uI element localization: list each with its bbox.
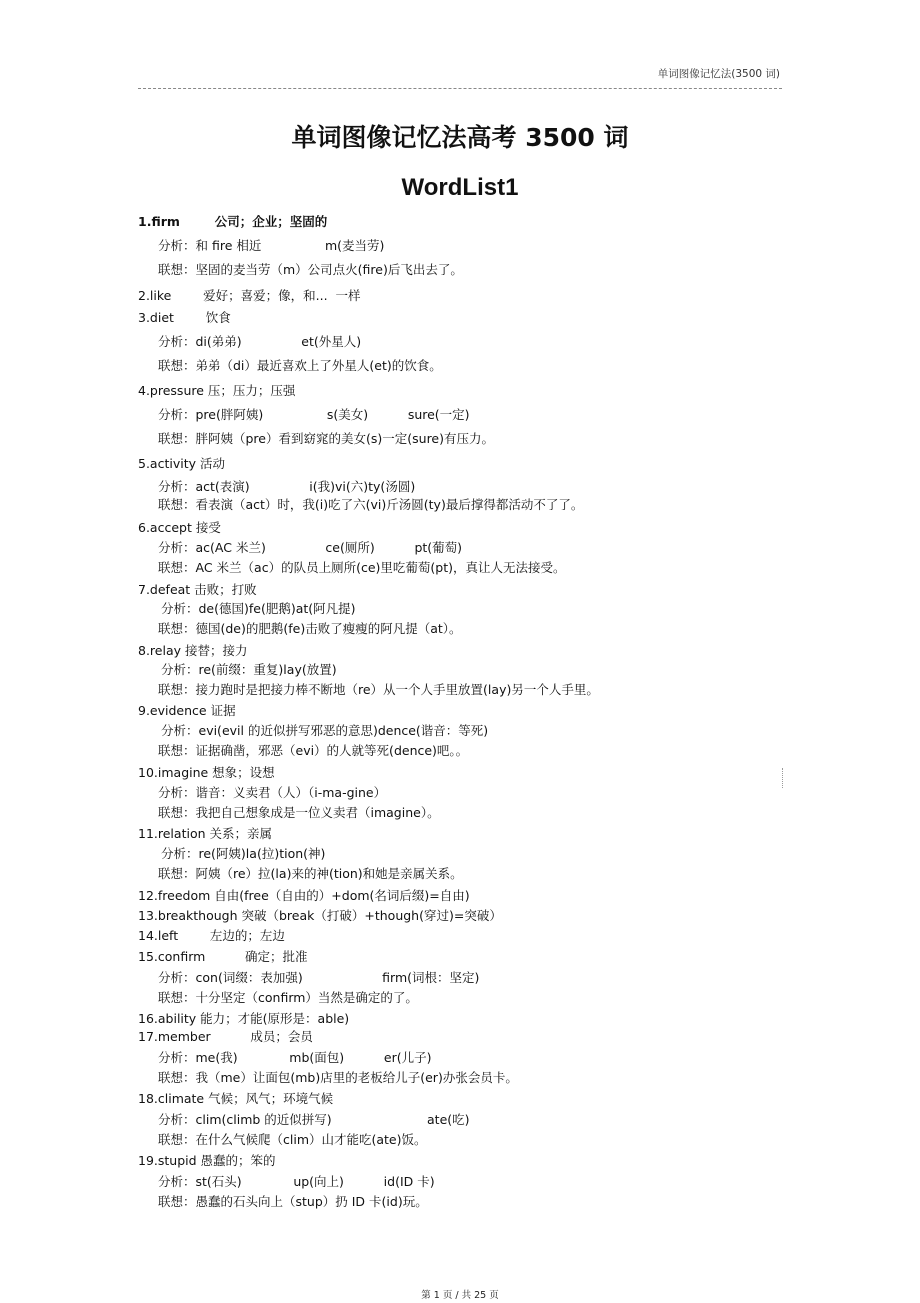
analysis-line: 分析：act(表演) i(我)vi(六)ty(汤圆): [158, 479, 416, 494]
association-line: 联想：弟弟（di）最近喜欢上了外星人(et)的饮食。: [158, 358, 442, 373]
entry-line: 10.imagine 想象；设想: [138, 765, 275, 780]
analysis-line: 分析：de(德国)fe(肥鹅)at(阿凡提): [161, 601, 356, 616]
entry-line: 4.pressure 压；压力；压强: [138, 383, 296, 398]
association-line: 联想：德国(de)的肥鹅(fe)击败了瘦瘦的阿凡提（at）。: [158, 621, 462, 636]
header-divider: [138, 88, 782, 89]
association-line: 联想：坚固的麦当劳（m）公司点火(fire)后飞出去了。: [158, 262, 463, 277]
entry-line: 5.activity 活动: [138, 456, 225, 471]
entry-line: 13.breakthough 突破（break（打破）+though(穿过)=突破）: [138, 908, 502, 923]
document-title: 单词图像记忆法高考 3500 词: [291, 123, 629, 152]
entry-line: 16.ability 能力；才能(原形是：able): [138, 1011, 350, 1026]
analysis-line: 分析：di(弟弟) et(外星人): [158, 334, 362, 349]
entry-line: 18.climate 气候；风气；环境气候: [138, 1091, 334, 1106]
wordlist-title: WordList1: [401, 174, 519, 201]
entry-line: 8.relay 接替；接力: [138, 643, 248, 658]
association-line: 联想：我把自己想象成是一位义卖君（imagine）。: [158, 805, 440, 820]
entry-line: 6.accept 接受: [138, 520, 221, 535]
analysis-line: 分析：evi(evil 的近似拼写邪恶的意思)dence(谐音：等死): [161, 723, 489, 738]
entry-line: 17.member 成员；会员: [138, 1029, 313, 1044]
analysis-line: 分析：ac(AC 米兰) ce(厕所) pt(葡萄): [158, 540, 463, 555]
analysis-line: 分析：st(石头) up(向上) id(ID 卡): [158, 1174, 435, 1189]
entry-line: 2.like 爱好；喜爱；像，和... 一样: [138, 288, 361, 303]
margin-mark: [778, 768, 783, 788]
association-line: 联想：看表演（act）时，我(i)吃了六(vi)斤汤圆(ty)最后撑得都活动不了了。: [158, 497, 584, 512]
entry-line: 19.stupid 愚蠢的；笨的: [138, 1153, 276, 1168]
analysis-line: 分析：谐音：义卖君（人）（i-ma-gine）: [158, 785, 387, 800]
entry-line: 1.firm 公司；企业；坚固的: [138, 214, 328, 229]
entry-line: 9.evidence 证据: [138, 703, 236, 718]
association-line: 联想：十分坚定（confirm）当然是确定的了。: [158, 990, 418, 1005]
running-title: 单词图像记忆法(3500 词): [657, 68, 780, 80]
entry-line: 3.diet 饮食: [138, 310, 231, 325]
association-line: 联想：阿姨（re）拉(la)来的神(tion)和她是亲属关系。: [158, 866, 463, 881]
entry-line: 11.relation 关系；亲属: [138, 826, 272, 841]
entry-line: 7.defeat 击败；打败: [138, 582, 257, 597]
analysis-line: 分析：和 fire 相近 m(麦当劳): [158, 238, 385, 253]
entry-line: 15.confirm 确定；批准: [138, 949, 308, 964]
association-line: 联想：愚蠢的石头向上（stup）扔 ID 卡(id)玩。: [158, 1194, 428, 1209]
analysis-line: 分析：re(阿姨)la(拉)tion(神): [161, 846, 326, 861]
association-line: 联想：AC 米兰（ac）的队员上厕所(ce)里吃葡萄(pt)，真让人无法接受。: [158, 560, 566, 575]
analysis-line: 分析：re(前缀：重复)lay(放置): [161, 662, 337, 677]
association-line: 联想：胖阿姨（pre）看到窈窕的美女(s)一定(sure)有压力。: [158, 431, 494, 446]
page-number: 第 1 页 / 共 25 页: [421, 1290, 499, 1301]
analysis-line: 分析：clim(climb 的近似拼写) ate(吃): [158, 1112, 470, 1127]
association-line: 联想：我（me）让面包(mb)店里的老板给儿子(er)办张会员卡。: [158, 1070, 518, 1085]
association-line: 联想：证据确凿，邪恶（evi）的人就等死(dence)吧。。: [158, 743, 469, 758]
analysis-line: 分析：me(我) mb(面包) er(儿子): [158, 1050, 432, 1065]
analysis-line: 分析：pre(胖阿姨) s(美女) sure(一定): [158, 407, 470, 422]
association-line: 联想：接力跑时是把接力棒不断地（re）从一个人手里放置(lay)另一个人手里。: [158, 682, 599, 697]
entry-line: 12.freedom 自由(free（自由的）+dom(名词后缀)=自由): [138, 888, 470, 903]
analysis-line: 分析：con(词缀：表加强) firm(词根：坚定): [158, 970, 480, 985]
entry-line: 14.left 左边的；左边: [138, 928, 285, 943]
association-line: 联想：在什么气候爬（clim）山才能吃(ate)饭。: [158, 1132, 427, 1147]
